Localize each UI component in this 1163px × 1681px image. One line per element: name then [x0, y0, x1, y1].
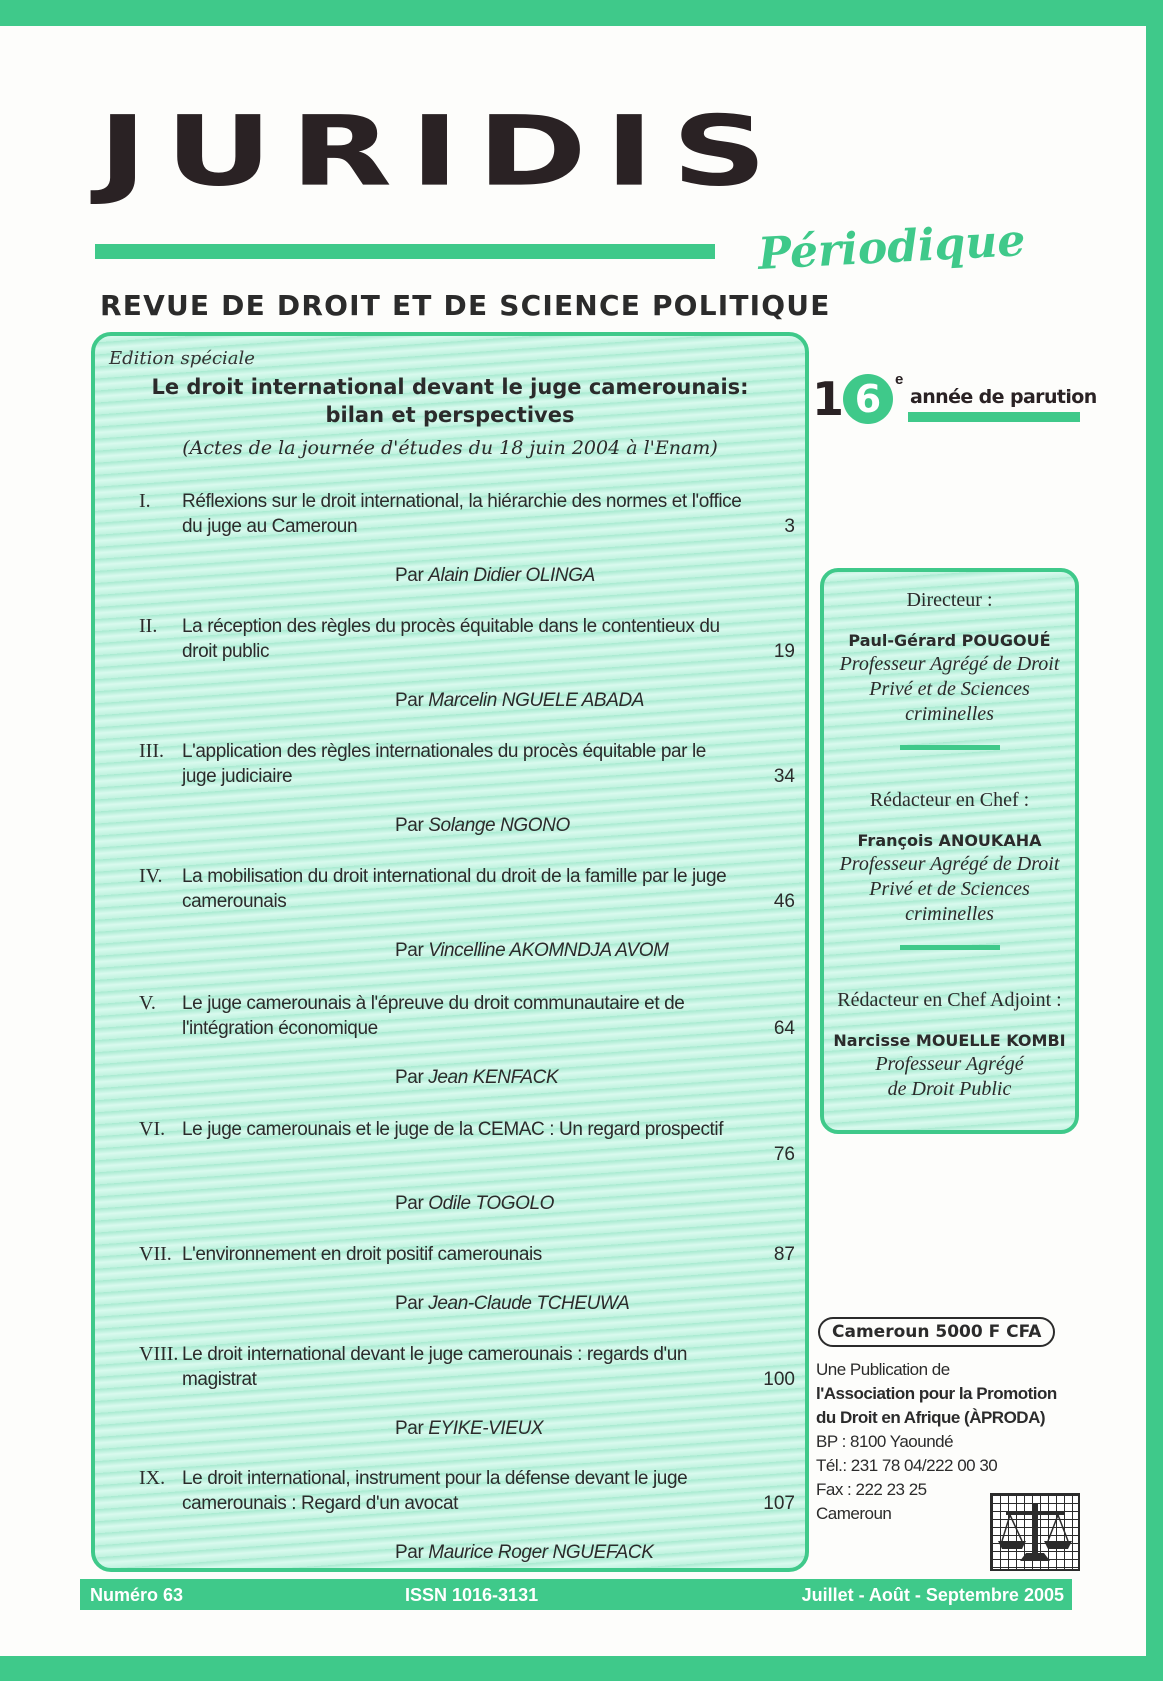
year-underline [908, 412, 1080, 422]
year-of-publication [812, 371, 1097, 432]
entry-page: 19 [773, 641, 795, 662]
entry-author: Par Jean KENFACK [395, 1067, 559, 1088]
entry-number: VII. [139, 1243, 172, 1265]
publisher-tel: Tél.: 231 78 04/222 00 30 [816, 1456, 998, 1475]
entry-author: Par EYIKE-VIEUX [395, 1418, 544, 1439]
issue-title [95, 373, 805, 429]
edition-label: Edition spéciale [109, 348, 255, 369]
staff-director [824, 588, 1075, 750]
entry-author: Par Maurice Roger NGUEFACK [395, 1542, 654, 1563]
publisher-country: Cameroun [816, 1504, 892, 1523]
issue-period: Juillet - Août - Septembre 2005 [801, 1585, 1064, 1605]
issn: ISSN 1016-3131 [405, 1585, 539, 1605]
entry-number: IV. [139, 865, 163, 887]
staff-chief-editor [824, 788, 1075, 950]
entry-title[interactable]: L'environnement en droit positif camerounais [182, 1244, 542, 1265]
entry-page: 34 [773, 766, 795, 787]
entry-title[interactable]: La mobilisation du droit international du droit de la famille par le juge camerounais [182, 866, 727, 912]
staff-desc: Professeur Agrégé [875, 1053, 1024, 1075]
publisher-bp: BP : 8100 Yaoundé [816, 1432, 954, 1451]
tagline: Périodique [756, 215, 1027, 280]
publisher-info [816, 1358, 1057, 1526]
entry-page: 76 [773, 1144, 795, 1165]
entry-number: VI. [139, 1118, 166, 1140]
entry-number: IX. [139, 1467, 166, 1489]
separator [900, 745, 1000, 750]
staff-desc: Privé et de Sciences [869, 678, 1030, 700]
year-ordinal: e [895, 371, 904, 388]
price-badge: Cameroun 5000 F CFA [818, 1317, 1055, 1347]
staff-role: Rédacteur en Chef Adjoint : [837, 989, 1062, 1011]
issue-actes: (Actes de la journée d'études du 18 juin 2004 à l'Enam) [182, 437, 718, 459]
staff-desc: de Droit Public [887, 1078, 1012, 1100]
entry-page: 107 [763, 1493, 795, 1514]
table-of-contents [91, 332, 809, 1572]
staff-name: Narcisse MOUELLE KOMBI [833, 1031, 1066, 1050]
entry-page: 87 [773, 1244, 795, 1265]
entry-title[interactable]: Le droit international, instrument pour la défense devant le juge camerounais : Regard d'un avocat [182, 1468, 688, 1514]
issue-title-line2: bilan et perspectives [325, 403, 575, 427]
staff-desc: criminelles [905, 903, 994, 925]
publisher-fax: Fax : 222 23 25 [816, 1480, 927, 1499]
year-digit-one: 1 [812, 372, 843, 426]
entry-title[interactable]: Réflexions sur le droit international, la hiérarchie des normes et l'office du juge au Cameroun [182, 491, 742, 537]
staff-name: François ANOUKAHA [857, 831, 1042, 850]
journal-subtitle: REVUE DE DROIT ET DE SCIENCE POLITIQUE [100, 289, 831, 322]
staff-name: Paul-Gérard POUGOUÉ [848, 631, 1051, 650]
year-label: année de parution [910, 386, 1097, 408]
staff-desc: Professeur Agrégé de Droit [839, 853, 1060, 875]
staff-desc: Privé et de Sciences [869, 878, 1030, 900]
entry-title[interactable]: La réception des règles du procès équitable dans le contentieux du droit public [182, 616, 720, 662]
entry-author: Par Solange NGONO [395, 815, 570, 836]
entry-author: Par Vincelline AKOMNDJA AVOM [395, 940, 669, 961]
entry-author: Par Alain Didier OLINGA [395, 565, 595, 586]
publisher-name: l'Association pour la Promotion [816, 1384, 1057, 1403]
entry-page: 46 [773, 891, 795, 912]
publisher-intro: Une Publication de [816, 1360, 950, 1379]
entry-title[interactable]: Le droit international devant le juge camerounais : regards d'un magistrat [182, 1344, 688, 1390]
staff-desc: Professeur Agrégé de Droit [839, 653, 1060, 675]
entry-number: II. [139, 615, 158, 637]
entry-page: 3 [784, 516, 795, 537]
green-rule [95, 244, 715, 259]
issue-title-line1: Le droit international devant le juge camerounais: [151, 375, 749, 399]
entry-title[interactable]: L'application des règles internationales du procès équitable par le juge judiciaire [182, 741, 706, 787]
issue-number: Numéro 63 [90, 1585, 184, 1605]
entry-number: VIII. [139, 1343, 179, 1365]
year-digit-six: 6 [843, 374, 893, 424]
publisher-name: du Droit en Afrique (ÀPRODA) [816, 1408, 1046, 1427]
footer-band [80, 1579, 1072, 1610]
entry-title[interactable]: Le juge camerounais à l'épreuve du droit communautaire et de l'intégration économique [182, 993, 685, 1039]
scales-of-justice-icon [990, 1493, 1080, 1571]
staff-deputy-chief-editor [824, 988, 1075, 1102]
entry-number: I. [139, 490, 151, 512]
entry-number: III. [139, 740, 164, 762]
entry-author: Par Odile TOGOLO [395, 1193, 555, 1214]
separator [900, 945, 1000, 950]
entry-title[interactable]: Le juge camerounais et le juge de la CEMAC : Un regard prospectif [182, 1119, 724, 1140]
entry-page: 64 [773, 1018, 795, 1039]
staff-desc: criminelles [905, 703, 994, 725]
entry-author: Par Jean-Claude TCHEUWA [395, 1293, 630, 1314]
staff-role: Rédacteur en Chef : [869, 789, 1030, 811]
journal-logo: JURIDIS [98, 94, 785, 208]
staff-role: Directeur : [906, 589, 993, 611]
entry-author: Par Marcelin NGUELE ABADA [395, 690, 645, 711]
entry-page: 100 [763, 1369, 795, 1390]
editorial-board [820, 568, 1079, 1134]
entry-number: V. [139, 992, 156, 1014]
